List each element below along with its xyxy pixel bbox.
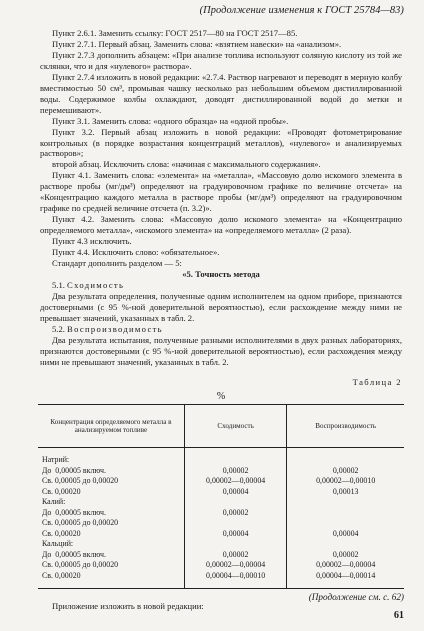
repeatability-column: 0,00002 0,00002—0,00004 0,00004 0,00002 0,00004 0,00002 0,00002—0,00004 0,00004—0,00010 xyxy=(184,448,286,589)
paragraph-3-2: Пункт 3.2. Первый абзац изложить в новой редакции: «Проводят фотометрирование контрольных (в порядке возрастания концентраций металлов), «нулевого» и анализируемых растворов»; xyxy=(40,126,402,159)
table-unit: % xyxy=(216,390,226,402)
subsection-5-1-number: 5.1. xyxy=(52,279,65,290)
subsection-5-2-text: Два результата испытания, полученные разными исполнителями в двух разных лабораториях, признаются достоверными (с 95 %-ной доверительной вероятностью), если расхождения между ними не превышают значений, указанных в табл. 2. xyxy=(40,334,402,367)
continuation-note: (Продолжение см. с. 62) xyxy=(308,592,404,602)
subsection-5-2-number: 5.2. xyxy=(52,323,65,334)
subsection-5-1-title xyxy=(40,280,402,291)
precision-table xyxy=(38,404,404,589)
paragraph-2-7-1: Пункт 2.7.1. Первый абзац. Заменить слова: «взятием навески» на «анализом». xyxy=(52,38,342,49)
subsection-5-2-name: Воспроизводимость xyxy=(67,323,163,334)
header-concentration: Концентрация определяемого металла в анализируемом топливе xyxy=(38,405,184,448)
paragraph-3-2-second: второй абзац. Исключить слова: «начиная с максимального содержания». xyxy=(52,159,321,170)
table-header-row xyxy=(38,405,404,448)
paragraph-4-3: Пункт 4.3 исключить. xyxy=(52,236,132,247)
subsection-5-2-title xyxy=(40,324,402,335)
paragraph-2-7-4: Пункт 2.7.4 изложить в новой редакции: «2.7.4. Раствор нагревают и переводят в мерную колбу вместимостью 50 см³, промывая чашку несколько раз небольшим объемом дистиллированной воды. Содержимое колбы охлаждают, доводят дистиллированной водой до метки и перемешивают». xyxy=(40,71,402,115)
page-header: (Продолжение изменения к ГОСТ 25784—83) xyxy=(199,5,404,16)
header-reproducibility: Воспроизводимость xyxy=(287,405,404,448)
paragraph-2-7-3: Пункт 2.7.3 дополнить абзацем: «При анализе топлива используют соляную кислоту из той же склянки, что и для «нулевого» раствора». xyxy=(40,49,402,71)
paragraph-section-5: Стандарт дополнить разделом — 5: xyxy=(52,258,182,269)
paragraph-3-1: Пункт 3.1. Заменить слова: «одного образца» на «одной пробы». xyxy=(52,115,289,126)
paragraph-4-4: Пункт 4.4. Исключить слово: «обязательное». xyxy=(52,247,220,258)
paragraph-4-2: Пункт 4.2. Заменить слова: «Массовую долю искомого элемента» на «Концентрацию определяемого металла», «искомого элемента» на «определяемого металла» (2 раза). xyxy=(40,214,402,236)
reproducibility-column: 0,00002 0,00002—0,00010 0,00013 0,00004 0,00002 0,00002—0,00004 0,00004—0,00014 xyxy=(287,448,404,589)
header-repeatability: Сходимость xyxy=(184,405,286,448)
subsection-5-1-name: Сходимость xyxy=(67,279,125,290)
paragraph-2-6-1: Пункт 2.6.1. Заменить ссылку: ГОСТ 2517—80 на ГОСТ 2517—85. xyxy=(52,28,298,38)
appendix-note: Приложение изложить в новой редакции: xyxy=(52,601,204,612)
concentration-column: Натрий: До 0,00005 включ. Св. 0,00005 до 0,00020 Св. 0,00020 Калий: До 0,00005 включ. Св. 0,00005 до 0,00020 Св. 0,00020 Кальций: До 0,00005 включ. Св. 0,00005 до 0,00020 Св. 0,00020 xyxy=(38,448,184,589)
table-caption: Таблица 2 xyxy=(352,376,402,387)
page-number: 61 xyxy=(393,610,404,621)
subsection-5-1-text: Два результата определения, полученные одним исполнителем на одном приборе, признаются достоверными (с 95 %-ной доверительной вероятностью), если расхождение между ними не превышает значений, указанных в табл. 2. xyxy=(40,290,402,323)
section-title: «5. Точность метода xyxy=(182,268,260,279)
document-body xyxy=(40,28,402,612)
table-row xyxy=(38,448,404,589)
paragraph-4-1: Пункт 4.1. Заменить слова: «элемента» на «металла», «Массовую долю искомого элемента в растворе пробы (мг/дм³) определяют на градуировочном графике по величине отсчета» на «Концентрацию каждого металла в растворе пробы (мг/дм³) определяют на градуировочном графике по средней величине отсчета (п. 3.2)». xyxy=(40,170,402,214)
